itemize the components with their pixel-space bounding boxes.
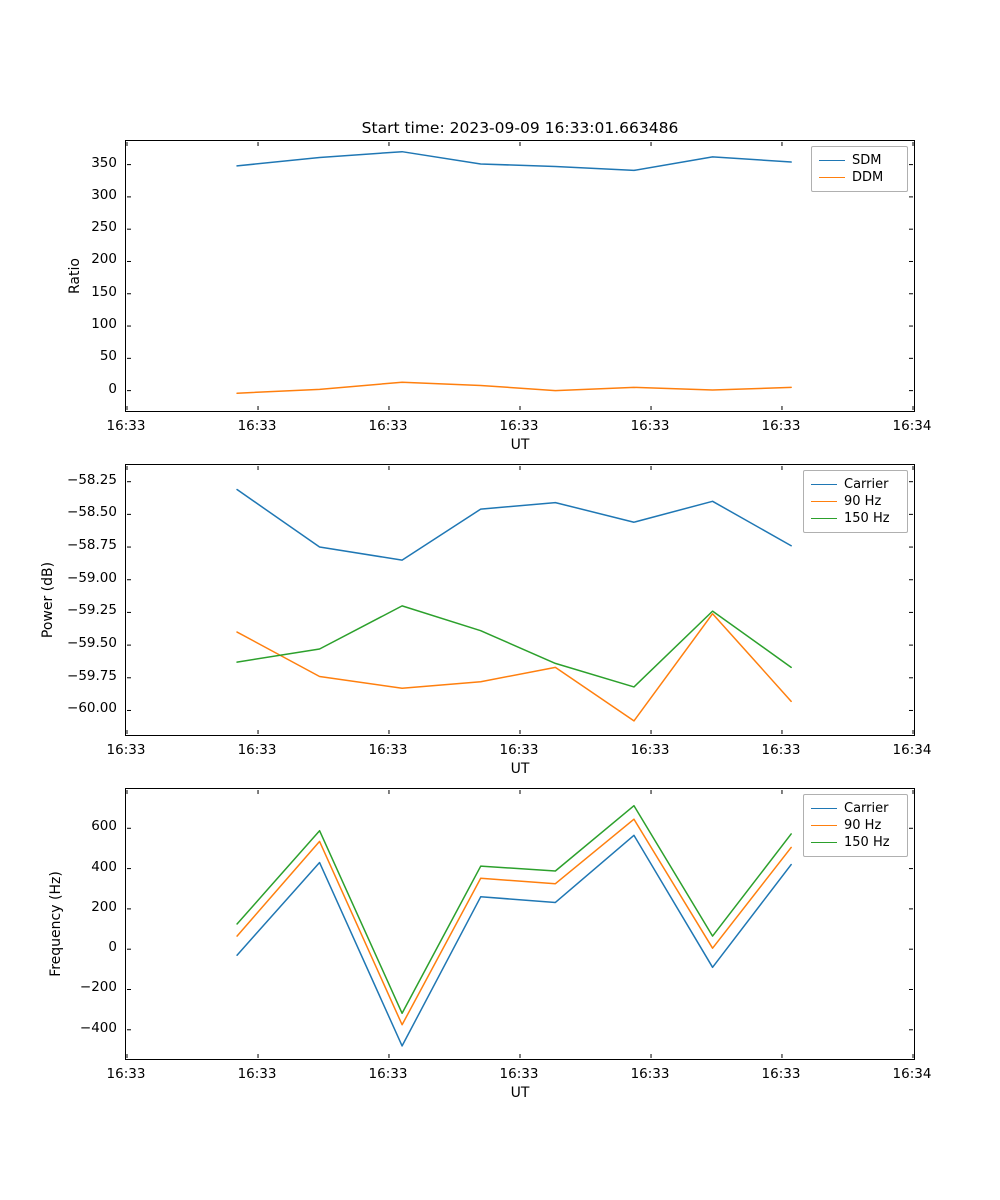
y-tick-label: 50 — [99, 348, 117, 365]
y-tick-label: −59.75 — [67, 667, 117, 684]
plot-area-ratio — [126, 141, 914, 411]
y-tick-label: 0 — [108, 380, 117, 397]
x-tick-label: 16:33 — [499, 742, 539, 758]
x-tick-label: 16:33 — [106, 742, 146, 758]
y-tick-label: −59.25 — [67, 602, 117, 619]
legend-line-icon — [811, 484, 837, 485]
legend-line-icon — [811, 825, 837, 826]
y-tick-label: −59.50 — [67, 635, 117, 652]
x-tick-label: 16:34 — [892, 1066, 932, 1082]
legend-label: Carrier — [844, 477, 889, 492]
legend-item — [811, 800, 900, 817]
figure-title: Start time: 2023-09-09 16:33:01.663486 — [361, 119, 679, 137]
x-tick-label: 16:33 — [499, 1066, 539, 1082]
plot-area-frequency — [126, 789, 914, 1059]
y-tick-label: −58.50 — [67, 504, 117, 521]
x-tick-label: 16:33 — [237, 418, 277, 434]
x-tick-label: 16:33 — [630, 418, 670, 434]
y-tick-label: −58.75 — [67, 537, 117, 554]
legend-frequency — [803, 794, 908, 857]
series-line-90-hz — [237, 819, 791, 1025]
x-tick-label: 16:33 — [499, 418, 539, 434]
legend-label: 150 Hz — [844, 511, 890, 526]
legend-label: Carrier — [844, 801, 889, 816]
series-line-ddm — [237, 382, 791, 393]
series-line-sdm — [237, 152, 791, 171]
legend-label: DDM — [852, 170, 884, 185]
y-tick-label: 100 — [91, 316, 117, 333]
legend-label: 90 Hz — [844, 494, 882, 509]
x-tick-label: 16:34 — [892, 418, 932, 434]
legend-label: SDM — [852, 153, 882, 168]
legend-line-icon — [811, 808, 837, 809]
y-axis-label-frequency: Frequency (Hz) — [48, 871, 64, 977]
legend-label: 90 Hz — [844, 818, 882, 833]
y-tick-label: −58.25 — [67, 471, 117, 488]
legend-line-icon — [811, 842, 837, 843]
y-tick-label: 400 — [91, 858, 117, 875]
y-tick-label: −59.00 — [67, 569, 117, 586]
x-axis-label-power: UT — [510, 761, 530, 777]
legend-item — [811, 493, 900, 510]
legend-item — [811, 817, 900, 834]
series-line-90-hz — [237, 614, 791, 721]
y-tick-label: 150 — [91, 283, 117, 300]
legend-line-icon — [811, 518, 837, 519]
x-tick-label: 16:33 — [630, 1066, 670, 1082]
axes-frequency — [125, 788, 915, 1060]
y-tick-label: −60.00 — [67, 700, 117, 717]
legend-item — [819, 152, 900, 169]
y-axis-label-ratio: Ratio — [67, 258, 83, 294]
legend-item — [811, 510, 900, 527]
legend-line-icon — [819, 160, 845, 161]
y-tick-label: 200 — [91, 898, 117, 915]
y-tick-label: 600 — [91, 818, 117, 835]
axes-power — [125, 464, 915, 736]
x-tick-label: 16:33 — [106, 1066, 146, 1082]
x-tick-label: 16:33 — [237, 742, 277, 758]
y-tick-label: 200 — [91, 251, 117, 268]
x-axis-label-frequency: UT — [510, 1085, 530, 1101]
y-axis-label-power: Power (dB) — [40, 561, 56, 639]
x-tick-label: 16:33 — [368, 418, 408, 434]
x-tick-label: 16:33 — [368, 742, 408, 758]
legend-ratio — [811, 146, 908, 192]
x-tick-label: 16:33 — [761, 418, 801, 434]
legend-item — [811, 476, 900, 493]
series-line-carrier — [237, 490, 791, 561]
x-tick-label: 16:33 — [106, 418, 146, 434]
y-tick-label: 350 — [91, 154, 117, 171]
legend-line-icon — [819, 177, 845, 178]
plot-area-power — [126, 465, 914, 735]
y-tick-label: −400 — [79, 1019, 117, 1036]
x-tick-label: 16:34 — [892, 742, 932, 758]
x-tick-label: 16:33 — [237, 1066, 277, 1082]
x-axis-label-ratio: UT — [510, 437, 530, 453]
legend-item — [819, 169, 900, 186]
y-tick-label: 0 — [108, 939, 117, 956]
legend-item — [811, 834, 900, 851]
y-tick-label: 300 — [91, 186, 117, 203]
x-tick-label: 16:33 — [761, 1066, 801, 1082]
series-line-150-hz — [237, 806, 791, 1014]
x-tick-label: 16:33 — [761, 742, 801, 758]
x-tick-label: 16:33 — [368, 1066, 408, 1082]
legend-label: 150 Hz — [844, 835, 890, 850]
legend-line-icon — [811, 501, 837, 502]
y-tick-label: 250 — [91, 219, 117, 236]
y-tick-label: −200 — [79, 979, 117, 996]
axes-ratio — [125, 140, 915, 412]
legend-power — [803, 470, 908, 533]
x-tick-label: 16:33 — [630, 742, 670, 758]
